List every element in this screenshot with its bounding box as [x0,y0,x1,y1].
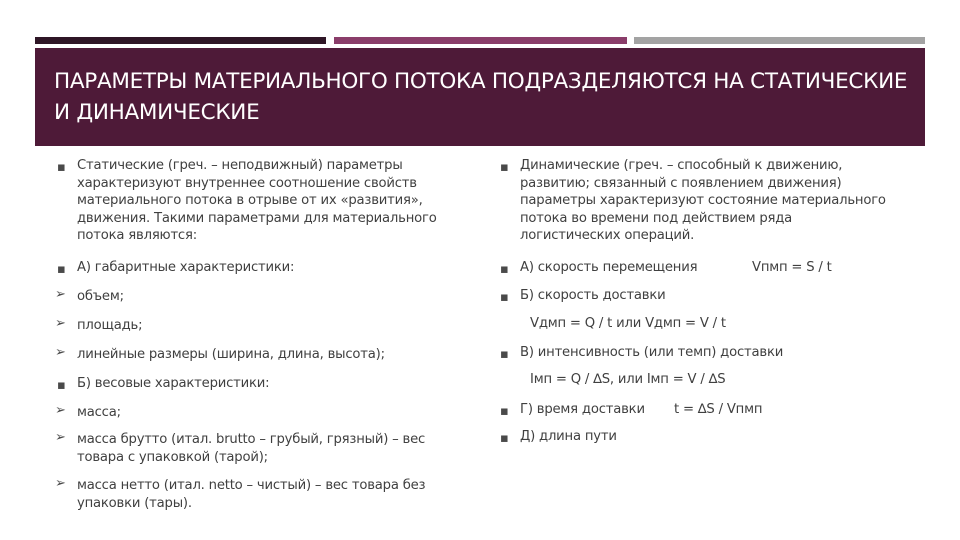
arrow-bullet-icon [55,316,69,331]
volume-item: объем; [77,289,124,304]
path-length-item: Д) длина пути [520,429,617,444]
gross-mass-item: масса брутто (итал. brutto – грубый, грязный) – вес товара с упаковкой (тарой); [77,432,426,465]
arrow-bullet-icon [55,430,69,445]
accent-bar-dark [35,37,326,44]
accent-bar-plum [334,37,627,44]
movement-speed-formula: Vпмп = S / t [752,260,832,275]
square-bullet-icon [500,160,514,175]
area-item: площадь; [77,318,143,333]
arrow-bullet-icon [55,287,69,302]
weight-heading: Б) весовые характеристики: [77,376,270,391]
mass-item: масса; [77,405,121,420]
movement-speed-item: А) скорость перемещения [520,260,698,275]
delivery-time-item: Г) время доставки [520,402,645,417]
net-mass-item: масса нетто (итал. netto – чистый) – вес товара без упаковки (тары). [77,478,426,511]
square-bullet-icon [500,262,514,277]
arrow-bullet-icon [55,403,69,418]
square-bullet-icon [500,431,514,446]
arrow-bullet-icon [55,345,69,360]
square-bullet-icon [57,262,71,277]
square-bullet-icon [500,404,514,419]
slide-title: ПАРАМЕТРЫ МАТЕРИАЛЬНОГО ПОТОКА ПОДРАЗДЕЛЯЮТСЯ НА СТАТИЧЕСКИЕ И ДИНАМИЧЕСКИЕ [54,69,908,125]
linear-dimensions-item: линейные размеры (ширина, длина, высота); [77,347,385,362]
delivery-speed-item: Б) скорость доставки [520,288,666,303]
arrow-bullet-icon [55,476,69,491]
square-bullet-icon [500,290,514,305]
delivery-time-formula: t = ∆S / Vпмп [674,402,763,417]
square-bullet-icon [500,347,514,362]
title-banner [35,48,925,146]
delivery-speed-formula: Vдмп = Q / t или Vдмп = V / t [530,316,726,331]
square-bullet-icon [57,378,71,393]
delivery-intensity-formula: Iмп = Q / ∆S, или Iмп = V / ∆S [530,372,726,387]
static-params-intro: Статические (греч. – неподвижный) параметры характеризуют внутреннее соотношение свойств материального потока в отрыве от их «развития», движения. Такими параметрами для материального потока являются: [77,158,437,243]
accent-bar-gray [634,37,925,44]
dynamic-params-intro: Динамические (греч. – способный к движению, развитию; связанный с появлением движения) параметры характеризуют состояние материального потока во времени под действием ряда логистических операций. [520,158,886,243]
dimensional-heading: А) габаритные характеристики: [77,260,295,275]
delivery-intensity-item: В) интенсивность (или темп) доставки [520,345,784,360]
square-bullet-icon [57,160,71,175]
